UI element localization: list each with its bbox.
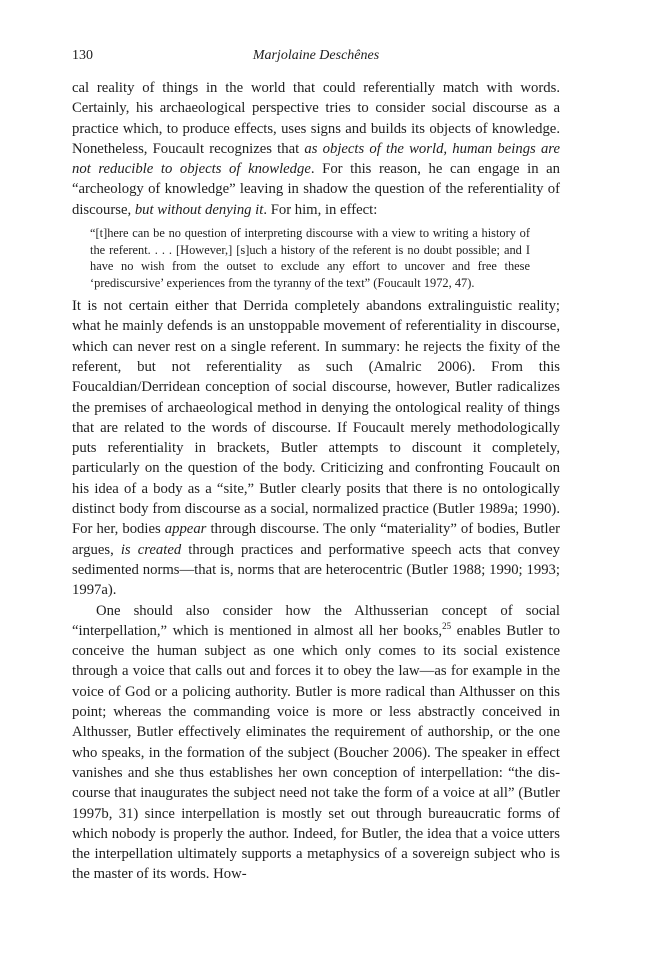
paragraph-3-text-2: enables Butler to conceive the human subject as one which only comes to its social existence through a voice that calls out and forces it to obey the law—as for example in the voice of God or a policing authority. Butler is more radical than Althusser on this point; whereas the commanding voice is more or less abstractly conceived in Althusser, Butler effectively eliminates the requirement of authorship, or the one who speaks, in the formation of the subject (Boucher 2006). The speaker in effect vanishes and she thus establishes her own conception of interpellation: “the discourse that inaugurates the subject need not take the form of a voice at all” (Butler 1997b, 31) since interpellation is mostly set out through bureaucratic forms of which nobody is properly the author. Indeed, for Butler, the idea that a voice utters the interpellation ultimately supports a metaphysics of a sovereign subject who is the master of its words. How- [72,622,560,883]
paragraph-1-text-2: . For this reason, he can engage in an “archeology of knowledge” leaving in shadow the question of the referentiality of discourse, [72,161,561,218]
page-number: 130 [72,48,93,63]
body-text [72,78,560,885]
paragraph-2-text-3: through practices and performative speech acts that convey sedimented norms—that is, norms that are heterocentric (Butler 1988; 1990; 1993; 1997a). [72,541,560,599]
paragraph-3-text-1: One should also consider how the Althusserian concept of social “interpellation,” which is mentioned in almost all her books, [72,602,560,639]
paragraph-2-italic-1: appear [164,521,207,538]
paragraph-1-italic-2: but without denying it [134,201,264,218]
paragraph-1-text-3: . For him, in effect: [263,201,378,218]
paragraph-1-text-1: cal reality of things in the world that could referentially match with words. Certainly, his archaeological perspective tries to consider social discourse as a practice which, to produce effects, uses signs and builds its objects of knowledge. Nonetheless, Foucault recognizes that [72,80,560,157]
footnote-marker: 25 [442,620,452,631]
paragraph-3 [72,601,560,885]
paragraph-1-italic-1: as objects of the world, human beings are not reducible to objects of knowledge [72,140,560,178]
block-quote: “[t]here can be no question of interpreting discourse with a view to writing a history of the referent. . . . [However,] [s]uch a history of the referent is no doubt possible; and I have no wish from the outset to exclude any effort to uncover and free these ‘prediscursive’ experiences from the tyranny of the text” (Foucault 1972, 47). [90,226,530,290]
paragraph-2-text-2: through discourse. The only “materiality” of bodies, Butler argues, [72,521,560,558]
page-header [72,48,560,70]
paragraph-1 [72,78,560,220]
paragraph-2 [72,296,560,600]
paragraph-2-text-1: It is not certain either that Derrida completely abandons extralinguistic reality; what he mainly defends is an unstoppable movement of referentiality in discourse, which can never rest on a single referent. In summary: he rejects the fixity of the referent, but not referentiality as such (Amalric 2006). From this Foucaldian/Derridean conception of social discourse, however, Butler radicalizes the premises of archaeological method in denying the ontological reality of things that are related to the words of discourse. If Foucault merely methodologically puts referentiality in brackets, Butler attempts to discount it completely, particularly on the question of the body. Criticizing and confronting Foucault on his idea of a body as a “site,” Butler clearly posits that there is no ontologically distinct body from discourse as a social, normalized practice (Butler 1989a; 1990). For her, bodies [72,298,560,538]
paragraph-2-italic-2: is created [120,541,182,558]
running-head: Marjolaine Deschênes [252,48,380,63]
